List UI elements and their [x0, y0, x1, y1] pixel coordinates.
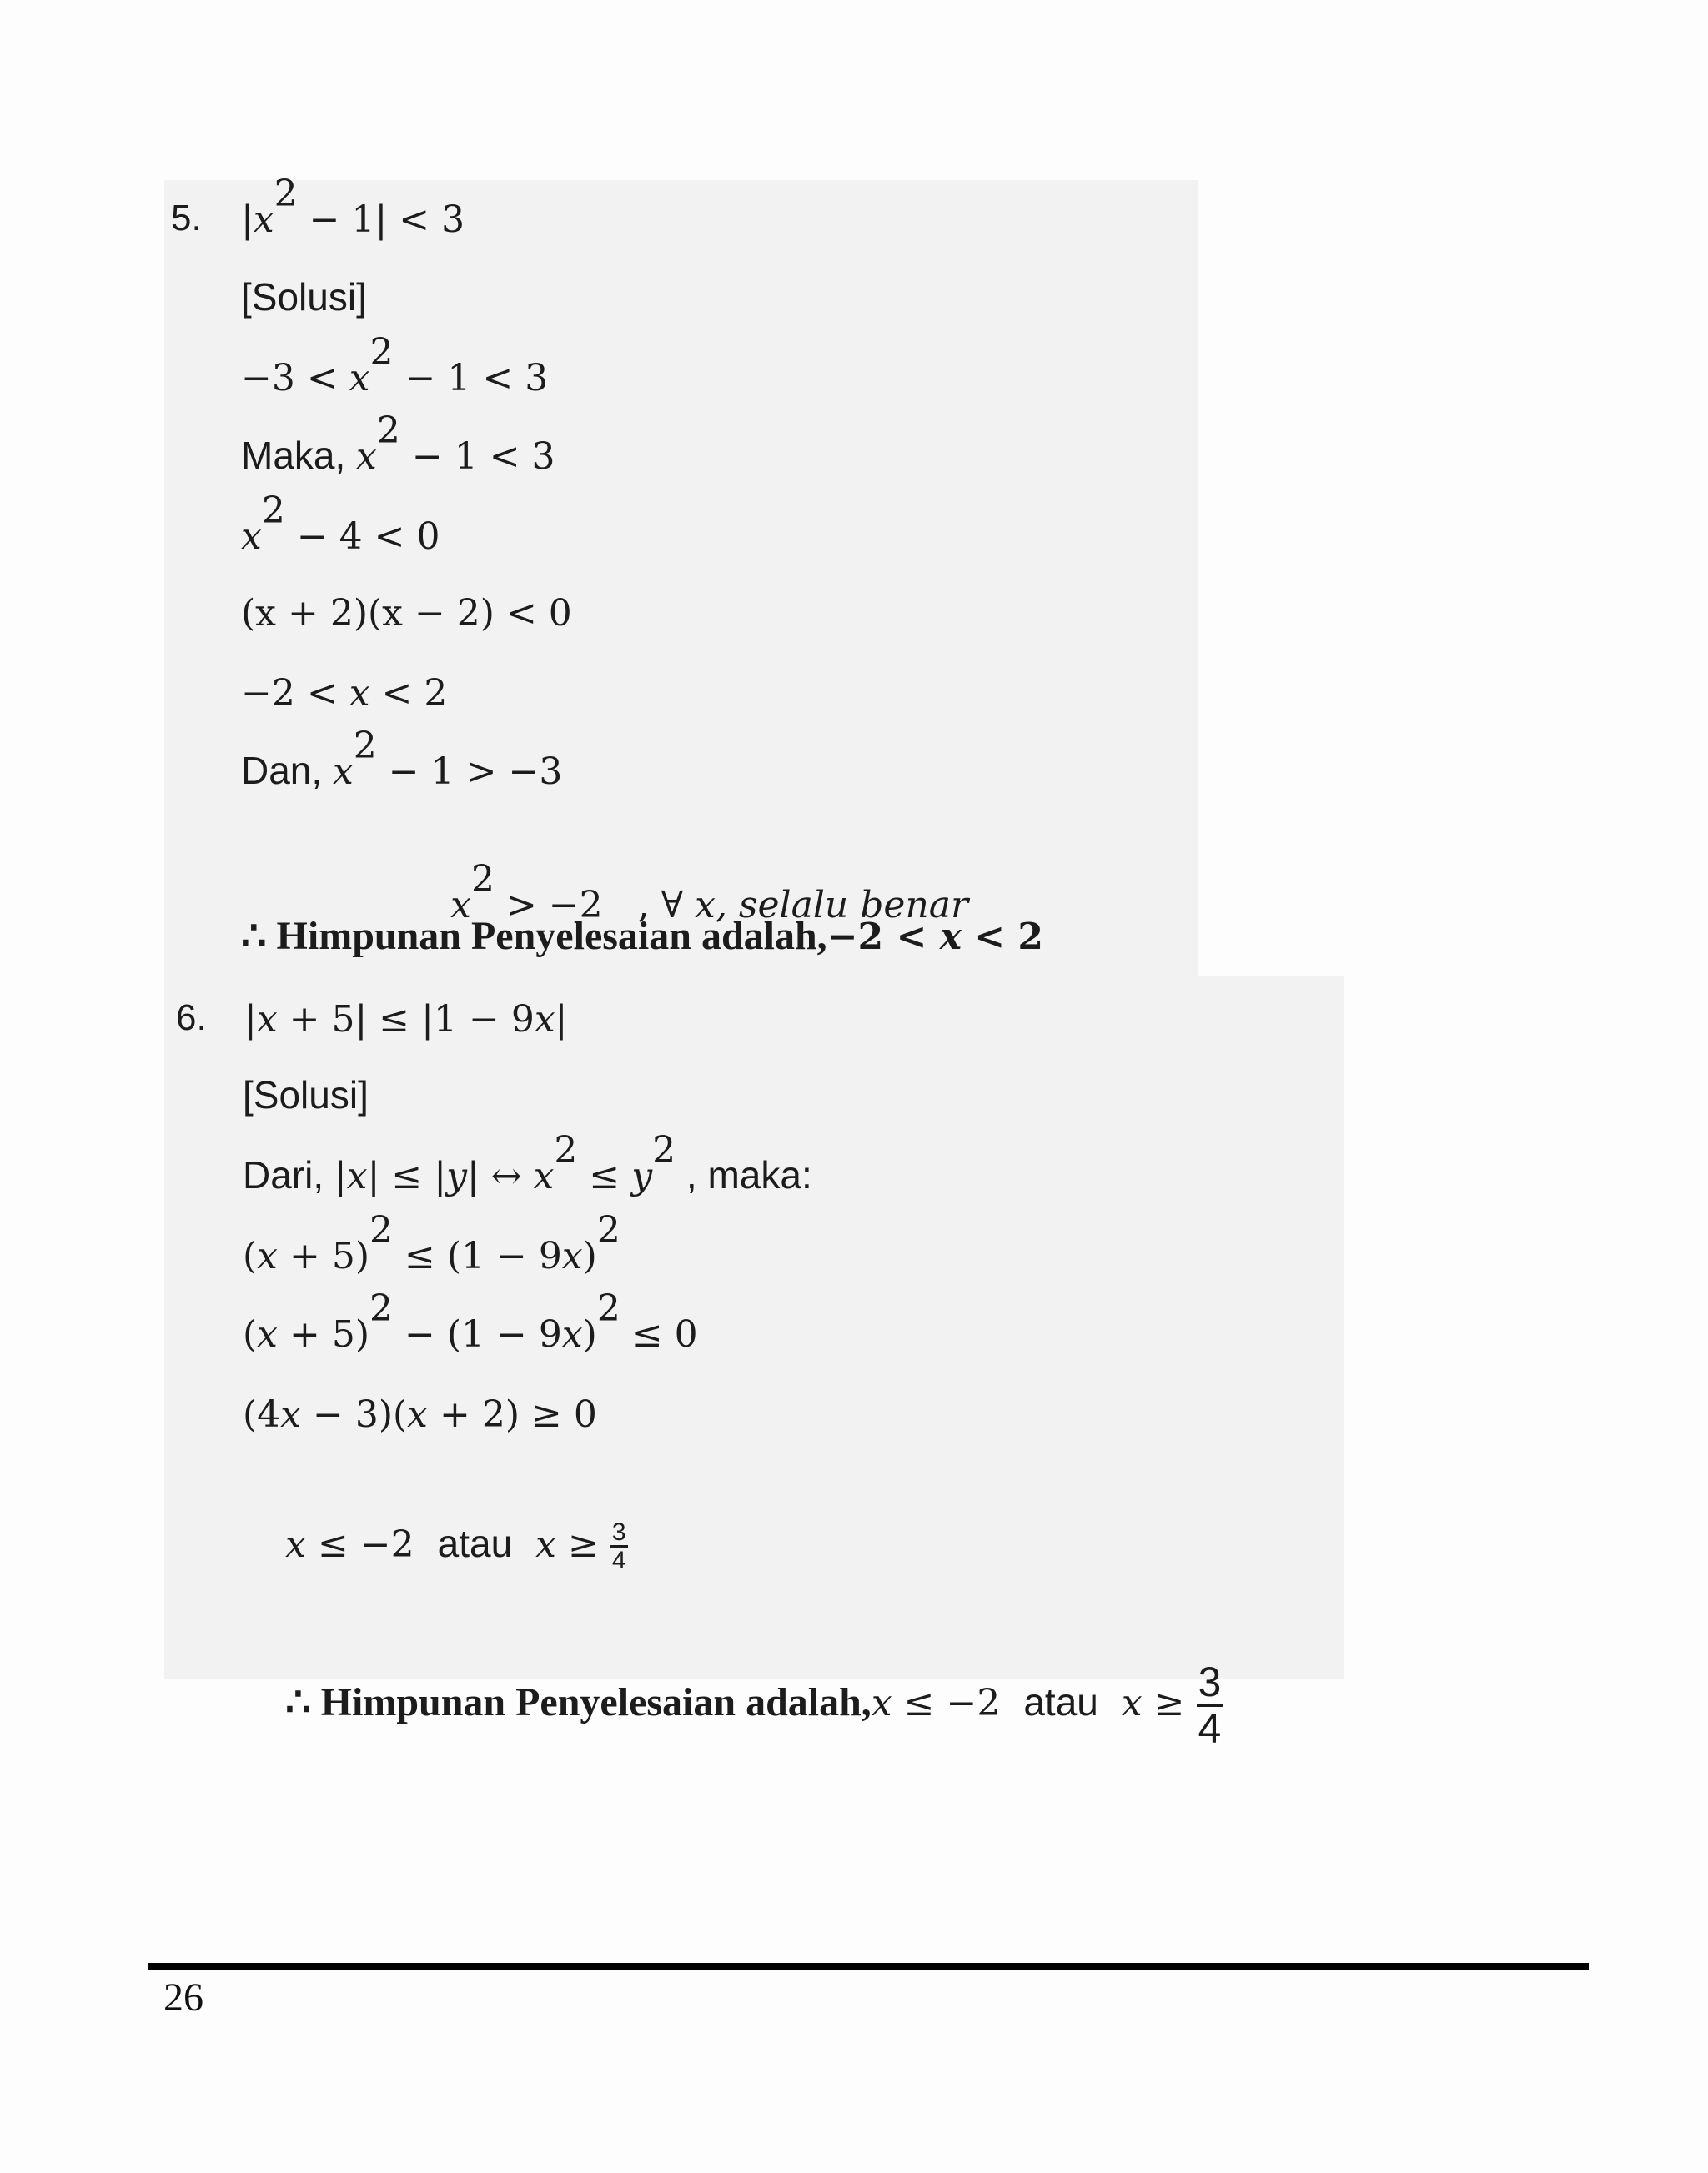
footer-rule — [148, 1963, 1589, 1970]
problem-6-step-5: x ≤ −2 atau x ≥ $\frac{3}{4}$ — [285, 1518, 626, 1575]
problem-5-step-2: Maka, $x^2 - 1 < 3$ — [241, 409, 555, 478]
problem-6-statement: |x + 5| ≤ |1 − 9x| — [244, 998, 568, 1041]
problem-6-solution-label: [Solusi] — [243, 1073, 369, 1117]
problem-6-step-1: Dari, |x| ≤ |y| ↔ $x^2 \le y^2$ , maka: — [243, 1129, 812, 1197]
problem-5-step-7: $x^2 > -2$ , ∀ x, selalu benar — [450, 858, 969, 926]
problem-6-panel — [164, 976, 1344, 1752]
problem-5-step-5: −2 < x < 2 — [241, 672, 448, 715]
problem-6-step-2: $(x + 5)^2 \le (1 - 9x)^2$ — [243, 1209, 620, 1277]
problem-5-step-1: $-3 < x^2 - 1 < 3$ — [241, 331, 549, 399]
page-number: 26 — [163, 1975, 203, 2020]
fraction-three-quarters: $\frac{3}{4}$ — [1198, 1659, 1222, 1752]
problem-5-number: 5. — [171, 198, 202, 238]
problem-5-solution-label: [Solusi] — [241, 275, 367, 319]
problem-6-step-4: (4x − 3)(x + 2) ≥ 0 — [243, 1393, 597, 1436]
problem-5-panel — [164, 173, 1198, 976]
problem-6-number: 6. — [176, 997, 207, 1038]
problem-5-step-4: (x + 2)(x − 2) < 0 — [241, 592, 572, 635]
problem-5-step-6: Dan, $x^2 - 1 > -3$ — [241, 725, 563, 793]
problem-6-conclusion: ∴ Himpunan Penyelesaian adalah,x ≤ −2 atau x ≥ $\frac{3}{4}$ — [285, 1659, 1222, 1752]
problem-5-statement: $|x^2 - 1| < 3$ — [241, 173, 465, 241]
problem-5-step-3: $x^2 - 4 < 0$ — [241, 489, 440, 558]
fraction-three-quarters: $\frac{3}{4}$ — [611, 1518, 626, 1575]
problem-6-step-3: $(x + 5)^2 - (1 - 9x)^2 \le 0$ — [243, 1287, 698, 1356]
problem-5-conclusion: ∴ Himpunan Penyelesaian adalah,−2 < x < 2 — [241, 914, 1044, 958]
